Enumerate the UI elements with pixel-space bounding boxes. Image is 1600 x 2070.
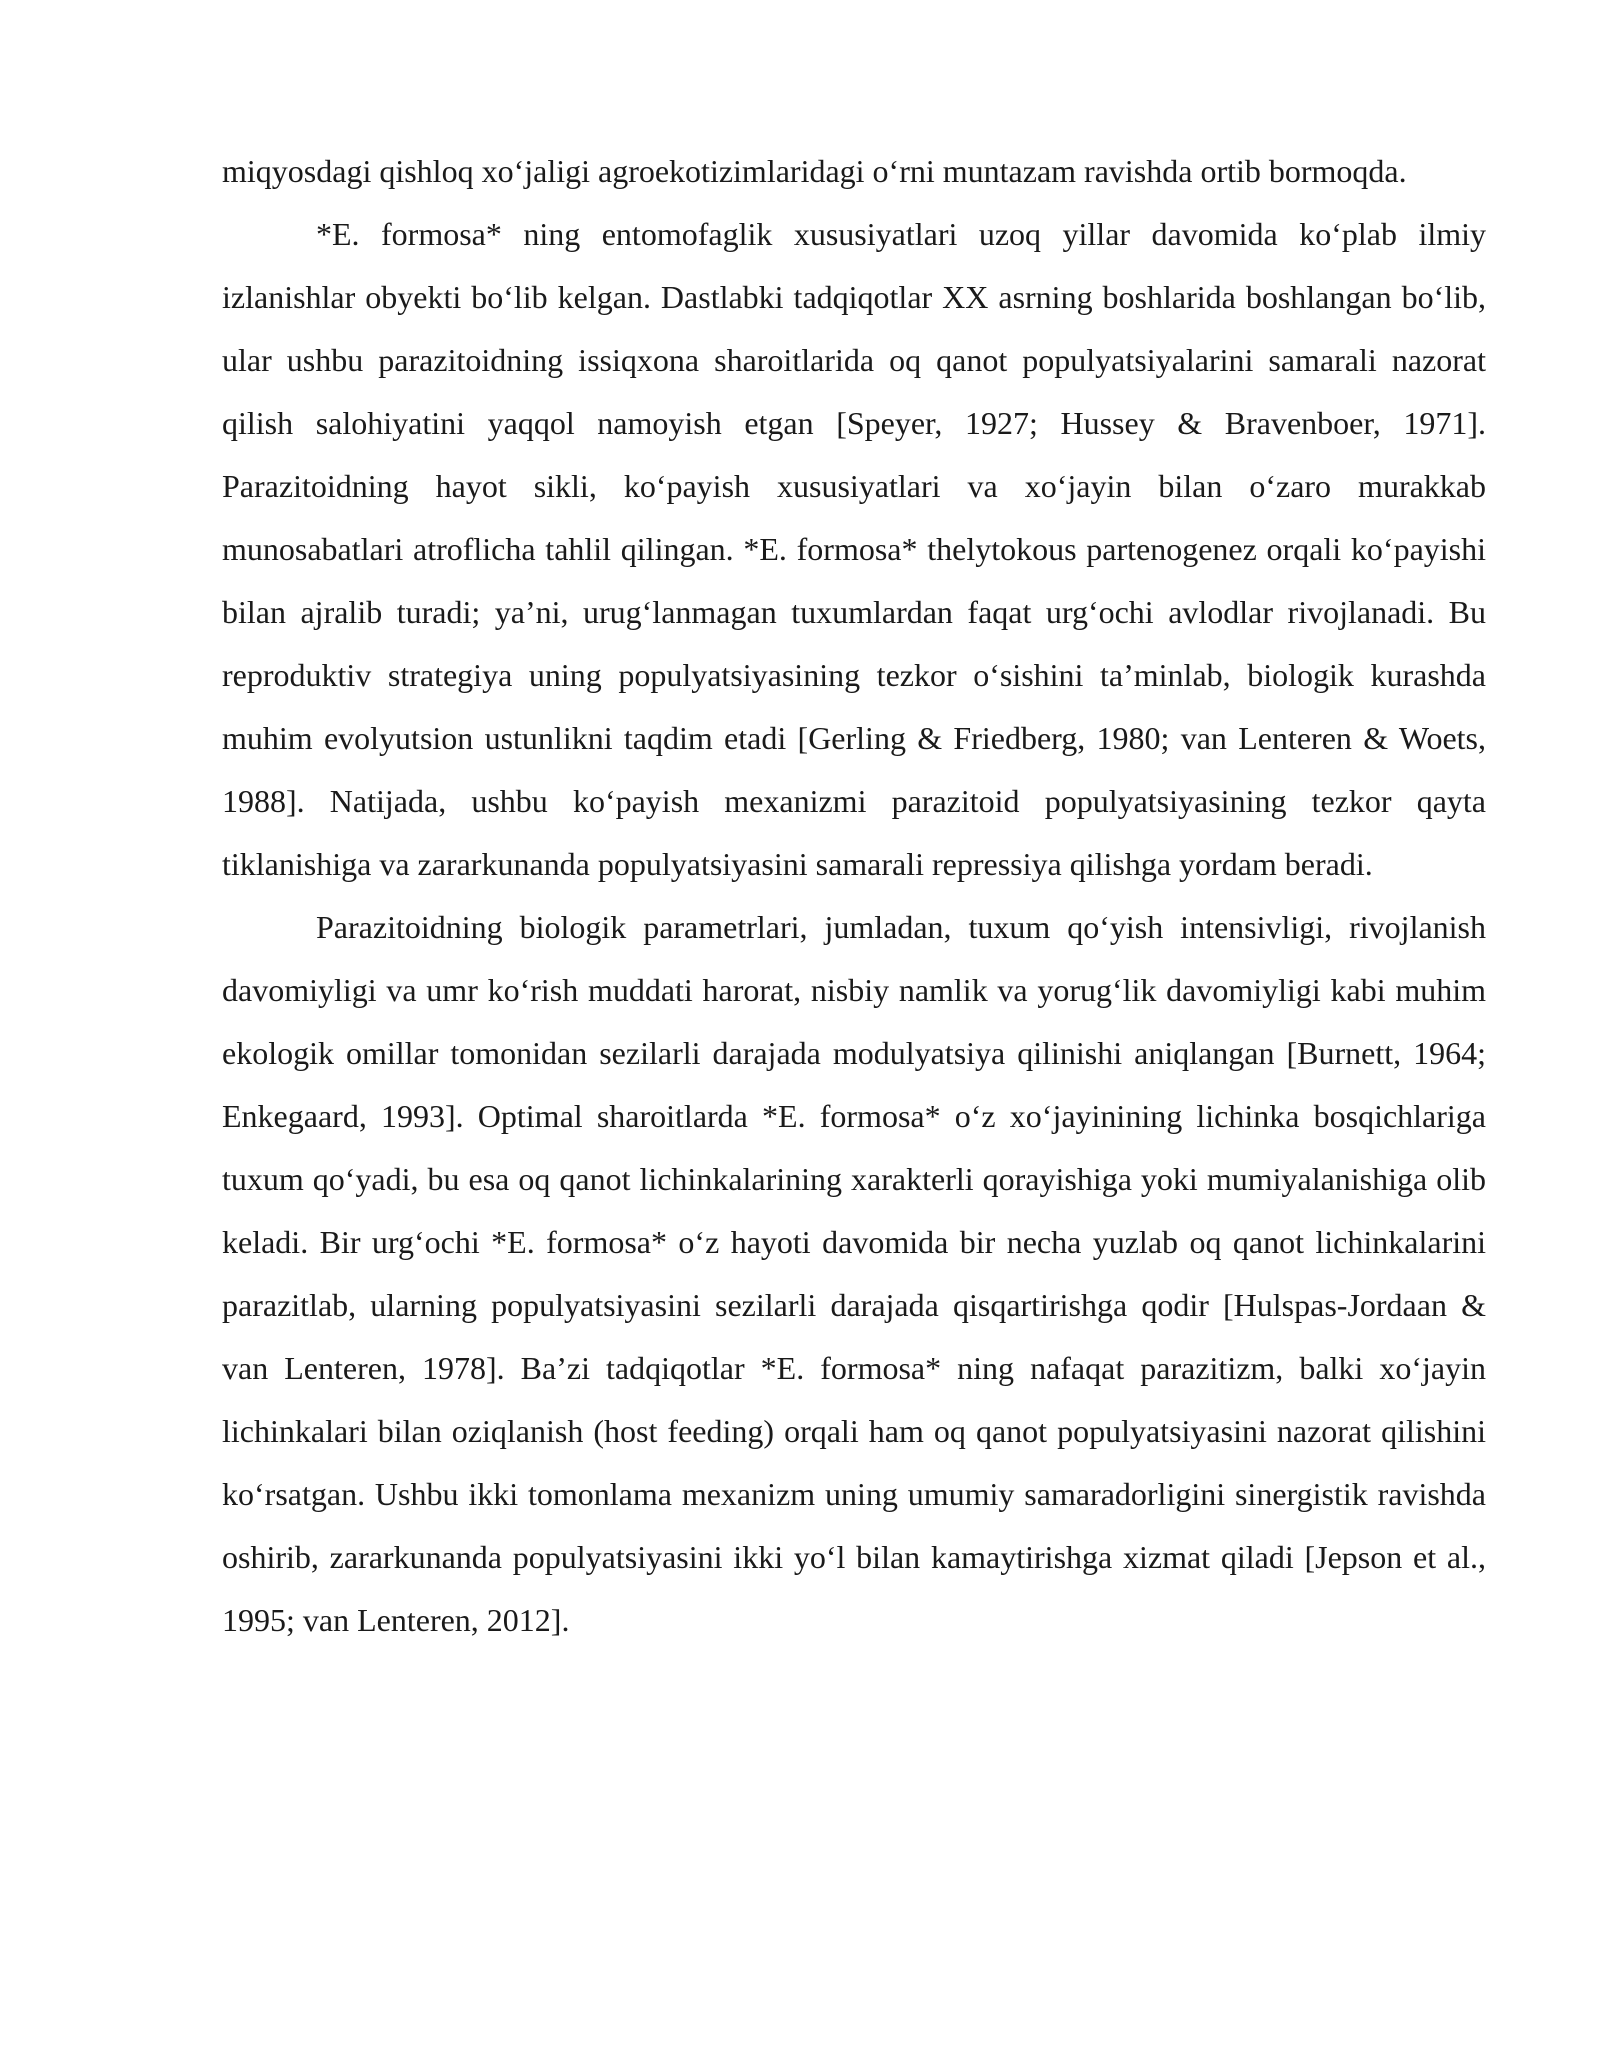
paragraph-entomophagy: *E. formosa* ning entomofaglik xususiyatlari uzoq yillar davomida ko‘plab ilmiy izlanishlar obyekti bo‘lib kelgan. Dastlabki tadqiqotlar XX asrning boshlarida boshlangan bo‘lib, ular ushbu parazitoidning issiqxona sharoitlarida oq qanot populyatsiyalarini samarali nazorat qilish salohiyatini yaqqol namoyish etgan [Speyer, 1927; Hussey & Bravenboer, 1971]. Parazitoidning hayot sikli, ko‘payish xususiyatlari va xo‘jayin bilan o‘zaro murakkab munosabatlari atroflicha tahlil qilingan. *E. formosa* thelytokous partenogenez orqali ko‘payishi bilan ajralib turadi; ya’ni, urug‘lanmagan tuxumlardan faqat urg‘ochi avlodlar rivojlanadi. Bu reproduktiv strategiya uning populyatsiyasining tezkor o‘sishini ta’minlab, biologik kurashda muhim evolyutsion ustunlikni taqdim etadi [Gerling & Friedberg, 1980; van Lenteren & Woets, 1988]. Natijada, ushbu ko‘payish mexanizmi parazitoid populyatsiyasining tezkor qayta tiklanishiga va zararkunanda populyatsiyasini samarali repressiya qilishga yordam beradi. — [222, 216, 1486, 882]
paragraph-continuation: miqyosdagi qishloq xo‘jaligi agroekotizimlaridagi o‘rni muntazam ravishda ortib bormoqda. — [222, 153, 1407, 189]
body-text — [222, 140, 1486, 1652]
paragraph-biological-parameters: Parazitoidning biologik parametrlari, jumladan, tuxum qo‘yish intensivligi, rivojlanish davomiyligi va umr ko‘rish muddati harorat, nisbiy namlik va yorug‘lik davomiyligi kabi muhim ekologik omillar tomonidan sezilarli darajada modulyatsiya qilinishi aniqlangan [Burnett, 1964; Enkegaard, 1993]. Optimal sharoitlarda *E. formosa* o‘z xo‘jayinining lichinka bosqichlariga tuxum qo‘yadi, bu esa oq qanot lichinkalarining xarakterli qorayishiga yoki mumiyalanishiga olib keladi. Bir urg‘ochi *E. formosa* o‘z hayoti davomida bir necha yuzlab oq qanot lichinkalarini parazitlab, ularning populyatsiyasini sezilarli darajada qisqartirishga qodir [Hulspas-Jordaan & van Lenteren, 1978]. Ba’zi tadqiqotlar *E. formosa* ning nafaqat parazitizm, balki xo‘jayin lichinkalari bilan oziqlanish (host feeding) orqali ham oq qanot populyatsiyasini nazorat qilishini ko‘rsatgan. Ushbu ikki tomonlama mexanizm uning umumiy samaradorligini sinergistik ravishda oshirib, zararkunanda populyatsiyasini ikki yo‘l bilan kamaytirishga xizmat qiladi [Jepson et al., 1995; van Lenteren, 2012]. — [222, 909, 1486, 1638]
